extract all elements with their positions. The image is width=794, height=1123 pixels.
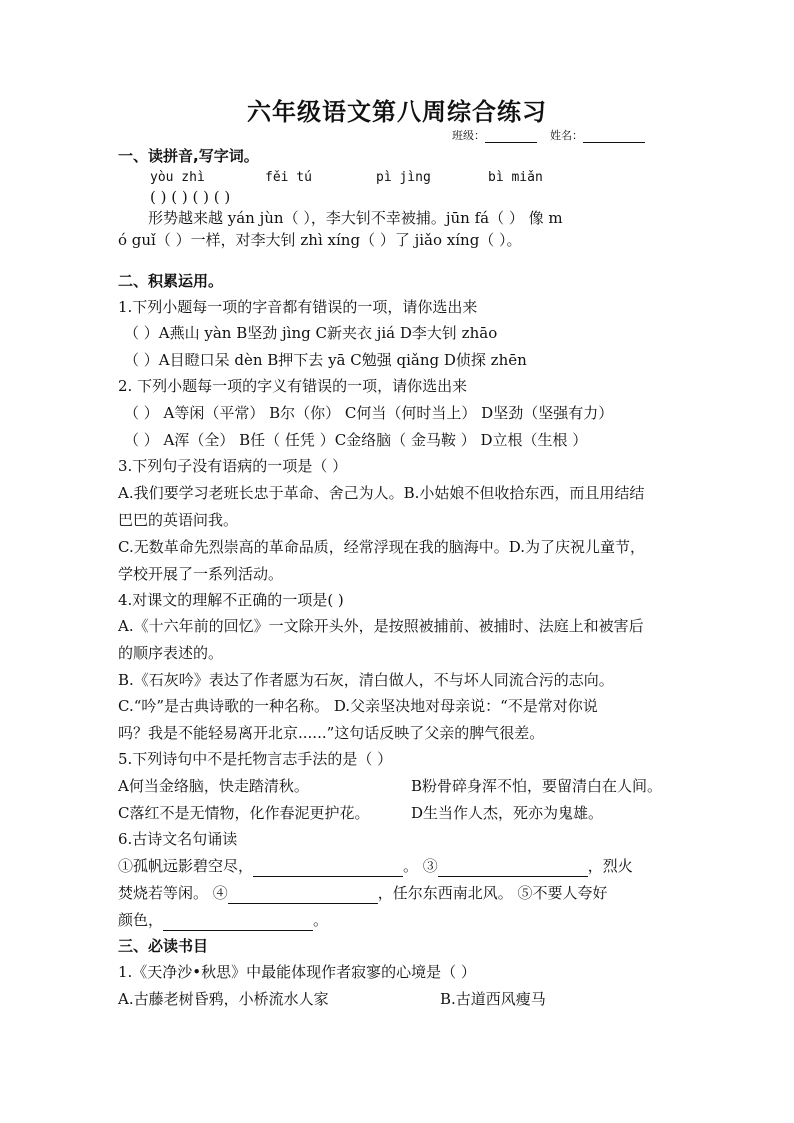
pinyin-4: bì miǎn	[488, 170, 543, 185]
question-2-a: （ ） A等闲（平常） B尔（你） C何当（何时当上） D坚劲（坚强有力）	[124, 404, 614, 422]
question-6: 6.古诗文名句诵读	[118, 830, 238, 848]
question-1-b: （ ）A目瞪口呆 dèn B押下去 yā C勉强 qiǎng D侦探 zhēn	[124, 351, 527, 369]
section3-heading: 三、必读书目	[118, 937, 209, 955]
poem-blank-5[interactable]	[163, 912, 313, 931]
poem-3-prefix: 。 ③	[403, 857, 438, 875]
question-3-cd-line1: C.无数革命先烈崇高的革命品质，经常浮现在我的脑海中。D.为了庆祝儿童节，	[118, 538, 645, 556]
name-blank[interactable]	[583, 142, 645, 143]
class-label: 班级：	[452, 129, 485, 142]
question-4-b: B.《石灰吟》表达了作者愿为石灰，清白做人，不与坏人同流合污的志向。	[118, 671, 614, 689]
question-4: 4.对课文的理解不正确的一项是( )	[118, 591, 344, 609]
poem-5-text: 颜色，	[118, 911, 164, 929]
paragraph-line-1: 形势越来越 yán jùn（ ），李大钊不幸被捕。jūn fá（ ） 像 m	[148, 209, 563, 227]
question-5-a: A何当金络脑，快走踏清秋。	[118, 777, 309, 795]
question-3: 3.下列句子没有语病的一项是（ ）	[118, 457, 348, 475]
pinyin-answer-brackets[interactable]: ( ) ( ) ( ) ( )	[150, 188, 231, 206]
question-3-ab-line2: 巴巴的英语问我。	[118, 511, 239, 529]
question-4-a-line1: A.《十六年前的回忆》一文除开头外，是按照被捕前、被捕时、法庭上和被害后	[118, 617, 644, 635]
section2-heading: 二、积累运用。	[118, 272, 224, 290]
section3-question-1: 1.《天净沙•秋思》中最能体现作者寂寥的心境是（ ）	[118, 963, 476, 981]
name-label: 姓名：	[550, 129, 583, 142]
paragraph-line-2: ó guǐ（ ）一样，对李大钊 zhì xíng（ ）了 jiǎo xíng（ ）。	[118, 231, 522, 249]
section1-heading: 一、读拼音,写字词。	[118, 147, 259, 165]
pinyin-2: fěi tú	[265, 170, 312, 185]
poem-5-suffix: 。	[313, 911, 329, 929]
question-4-cd-line1: C.“吟”是古典诗歌的一种名称。 D.父亲坚决地对母亲说：“不是常对你说	[118, 697, 598, 715]
question-3-ab-line1: A.我们要学习老班长忠于革命、舍己为人。B.小姑娘不但收拾东西，而且用结结	[118, 484, 645, 502]
section3-question-1-a: A.古藤老树昏鸦，小桥流水人家	[118, 990, 329, 1008]
page-title: 六年级语文第八周综合练习	[247, 98, 547, 126]
poem-3-suffix: ，烈火	[587, 857, 633, 875]
pinyin-3: pì jìng	[376, 170, 431, 185]
class-name-row	[452, 129, 645, 143]
poem-5-prefix: ，任尔东西南北风。 ⑤不要人夸好	[377, 884, 608, 902]
poem-blank-3[interactable]	[438, 858, 588, 877]
poem-line-3	[118, 909, 328, 931]
question-2: 2. 下列小题每一项的字义有错误的一项，请你选出来	[118, 377, 468, 395]
class-blank[interactable]	[485, 142, 537, 143]
question-4-a-line2: 的顺序表述的。	[118, 644, 224, 662]
question-1: 1.下列小题每一项的字音都有错误的一项，请你选出来	[118, 298, 478, 316]
poem-4-prefix: 焚烧若等闲。 ④	[118, 884, 228, 902]
poem-1-text: ①孤帆远影碧空尽，	[118, 857, 254, 875]
question-5-c: C落红不是无情物，化作春泥更护花。	[118, 804, 370, 822]
poem-blank-1[interactable]	[253, 858, 403, 877]
pinyin-1: yòu zhì	[150, 170, 205, 185]
question-4-cd-line2: 吗？我是不能轻易离开北京......”这句话反映了父亲的脾气很差。	[118, 724, 545, 742]
question-5-d: D生当作人杰，死亦为鬼雄。	[411, 804, 604, 822]
poem-blank-4[interactable]	[228, 885, 378, 904]
section3-question-1-b: B.古道西风瘦马	[440, 990, 546, 1008]
question-3-cd-line2: 学校开展了一系列活动。	[118, 565, 284, 583]
poem-line-2	[118, 882, 608, 904]
question-5: 5.下列诗句中不是托物言志手法的是（ ）	[118, 750, 393, 768]
question-5-b: B粉骨碎身浑不怕，要留清白在人间。	[411, 777, 663, 795]
question-2-b: （ ） A浑（全） B任（ 任凭 ）C金络脑（ 金马鞍 ） D立根（生根 ）	[124, 431, 588, 449]
question-1-a: （ ）A燕山 yàn B坚劲 jìng C新夹衣 jiá D李大钊 zhāo	[124, 324, 498, 342]
poem-line-1	[118, 855, 633, 877]
